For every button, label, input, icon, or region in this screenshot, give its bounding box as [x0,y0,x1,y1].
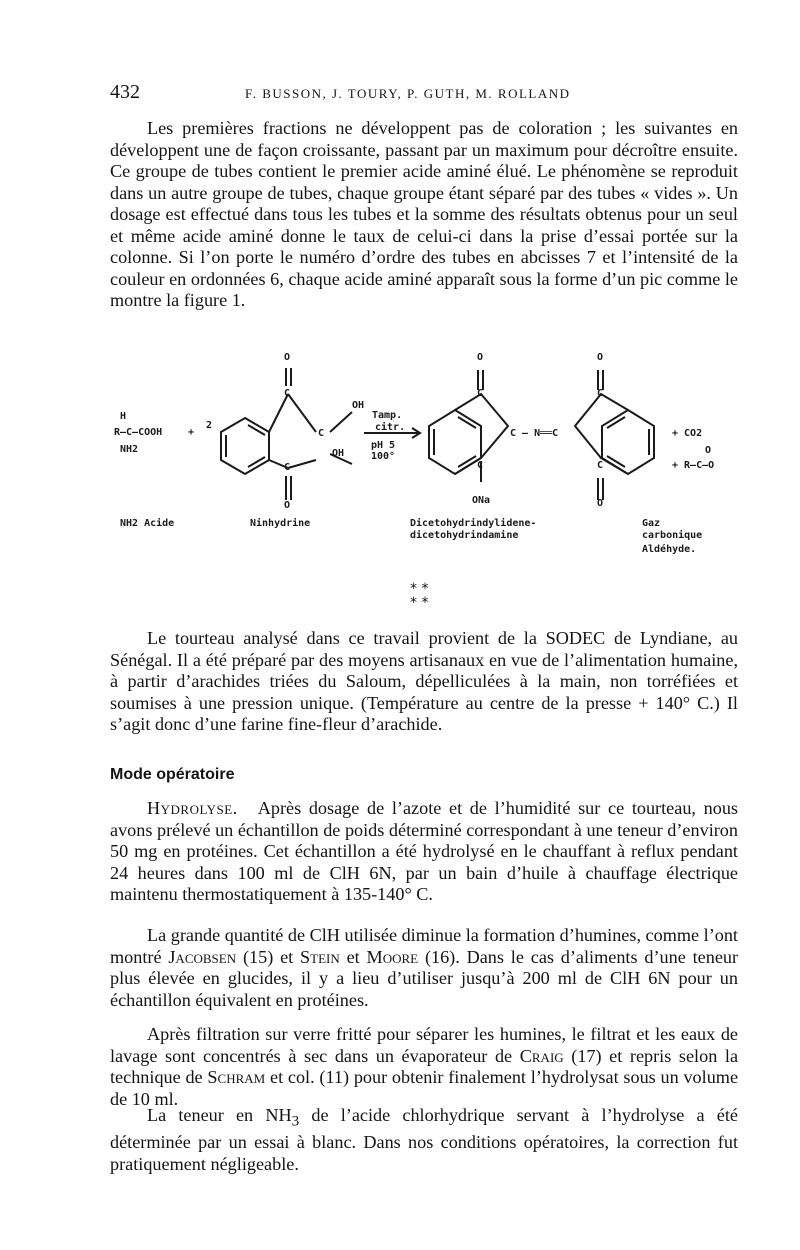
section-title: Mode opératoire [110,766,235,783]
text-run: (17) et repris selon la technique de [110,1045,739,1087]
amino-acid-formula: R–C–COOH [114,427,163,438]
condition-buffer: Tamp. [372,410,403,421]
ninhydrin-bond [269,394,288,432]
co2-product: + CO2 [672,428,703,439]
text-run: et col. (11) pour obtenir finalement l’hydrolysat sous un volume de 10 ml. [110,1067,739,1109]
label-product-line2: dicetohydrindamine [410,530,519,541]
paragraph-hydrolyse [110,798,738,906]
text-run: et [346,946,360,967]
author-stein: Stein [300,946,340,967]
product-c-top-left: C [477,388,484,399]
hydrolyse-text: Après dosage de l’azote et de l’humidité sur ce tourteau, nous avons prélevé un échantillon de poids déterminé correspondant à une teneur d’environ 50 mg en protéines. Cet échantillon a été hydrolysé en le chauffant à reflux pendant 24 heures dans 100 ml de ClH 6N, par un bain d’huile à chauffage électrique maintenu thermostatiquement à 135-140° C. [110,798,738,904]
product-left-ring [429,410,484,474]
product-c-bottom-right: C [597,460,604,471]
paragraph-tourteau: Le tourteau analysé dans ce travail provient de la SODEC de Lyndiane, au Sénégal. Il a été préparé par des moyens artisanaux en vue de l’alimentation humaine, à partir d’arachides triées du Saloum, dépelliculées à la main, non torréfiées et soumises à une pression unique. (Température au centre de la presse + 140° C.) Il s’agit donc d’une farine fine-fleur d’arachide. [110,628,738,734]
product-o-top-right: O [597,352,604,363]
page-header [110,81,740,105]
ninhydrin-oh-bottom: OH [332,448,345,459]
author-schram: Schram [207,1067,266,1087]
label-carbonique: carbonique [642,530,703,541]
running-title: F. BUSSON, J. TOURY, P. GUTH, M. ROLLAND [245,86,571,101]
page-number: 432 [110,81,140,103]
condition-citrate: citr. [375,422,406,433]
condition-temperature: 100° [371,451,396,462]
text-run: La teneur en NH [147,1105,292,1125]
aldehyde-product: + R–C–O [672,460,715,471]
label-amino-acid: NH2 Acide [120,518,175,529]
label-gaz: Gaz [642,518,661,529]
product-ona: ONa [472,495,491,506]
amino-acid-nh2: NH2 [120,444,139,455]
hydrolyse-lead: Hydrolyse. [147,798,238,818]
aldehyde-o: O [705,445,712,456]
paragraph-fractions: Les premières fractions ne développent pas de coloration ; les suivantes en développent une de façon croissante, passant par un maximum pour décroître ensuite. Ce groupe de tubes contient le premier acide aminé élué. Le phénomène se reproduit dans un autre groupe de tubes, chaque groupe étant séparé par des tubes « vides ». Un dosage est effectué dans tous les tubes et la somme des résultats obtenus pour un seul et même acide aminé donne le taux de celui-ci dans la prise d’essai portée sur la colonne. Si l’on porte le numéro d’ordre des tubes en abcisses 7 et l’intensité de la couleur en ordonnées 6, chaque acide aminé apparaît sous la forme d’un pic comme le montre la figure 1. [110,118,738,310]
author-craig: Craig [519,1045,564,1066]
ninhydrin-c-top: C [284,388,291,399]
product-c-top-right: C [597,388,604,399]
ninhydrin-benzene-ring [221,418,269,474]
amino-acid-h: H [120,411,127,422]
condition-ph: pH 5 [371,440,396,451]
text-run: (16). Dans le cas d’aliments d’une teneur plus élevée en glucides, il y a lieu d’utiliser jusqu’à 200 ml de ClH 6N pour un échantillon équivalent en protéines. [110,946,739,1010]
product-bridge: C — N══C [510,428,559,439]
paragraph-filtration [110,1024,738,1110]
paragraph-clh-quantity [110,925,738,1011]
author-jacobsen: Jacobsen [168,946,237,967]
product-o-top-left: O [477,352,484,363]
label-ninhydrin: Ninhydrine [250,518,311,529]
section-separator: * * * * [410,581,429,611]
subscript-3: 3 [291,1112,300,1130]
ninhydrin-oh-top: OH [352,400,365,411]
text-run: Après filtration sur verre fritté pour séparer les humines, le filtrat et les eaux de lavage sont concentrés à sec dans un évaporateur de [110,1024,738,1066]
product-o-bottom-right: O [597,498,604,509]
author-moore: Moore [366,946,419,967]
text-run: de l’acide chlorhydrique servant à l’hydrolyse a été déterminée par un essai à blanc. Dans nos conditions opératoires, la correction fut pratiquement négligeable. [110,1105,738,1174]
product-c-bottom-left: C [477,460,484,471]
ninhydrin-c-bottom: C [284,462,291,473]
text-run: (15) et [242,946,294,967]
ninhydrin-o-bottom: O [284,500,291,511]
ninhydrin-reaction-diagram [114,350,740,611]
ninhydrin-c-right: C [318,428,325,439]
product-right-ring [602,410,654,474]
coefficient: 2 [206,420,213,431]
text-run: La grande quantité de ClH utilisée diminue la formation d’humines, comme l’ont montré [110,925,738,967]
ninhydrin-o-top: O [284,352,291,363]
paragraph-nh3 [110,1105,738,1175]
label-aldehyde: Aldéhyde. [642,544,697,555]
label-product-line1: Dicetohydrindylidene- [410,518,537,529]
plus-sign: + [188,427,195,438]
